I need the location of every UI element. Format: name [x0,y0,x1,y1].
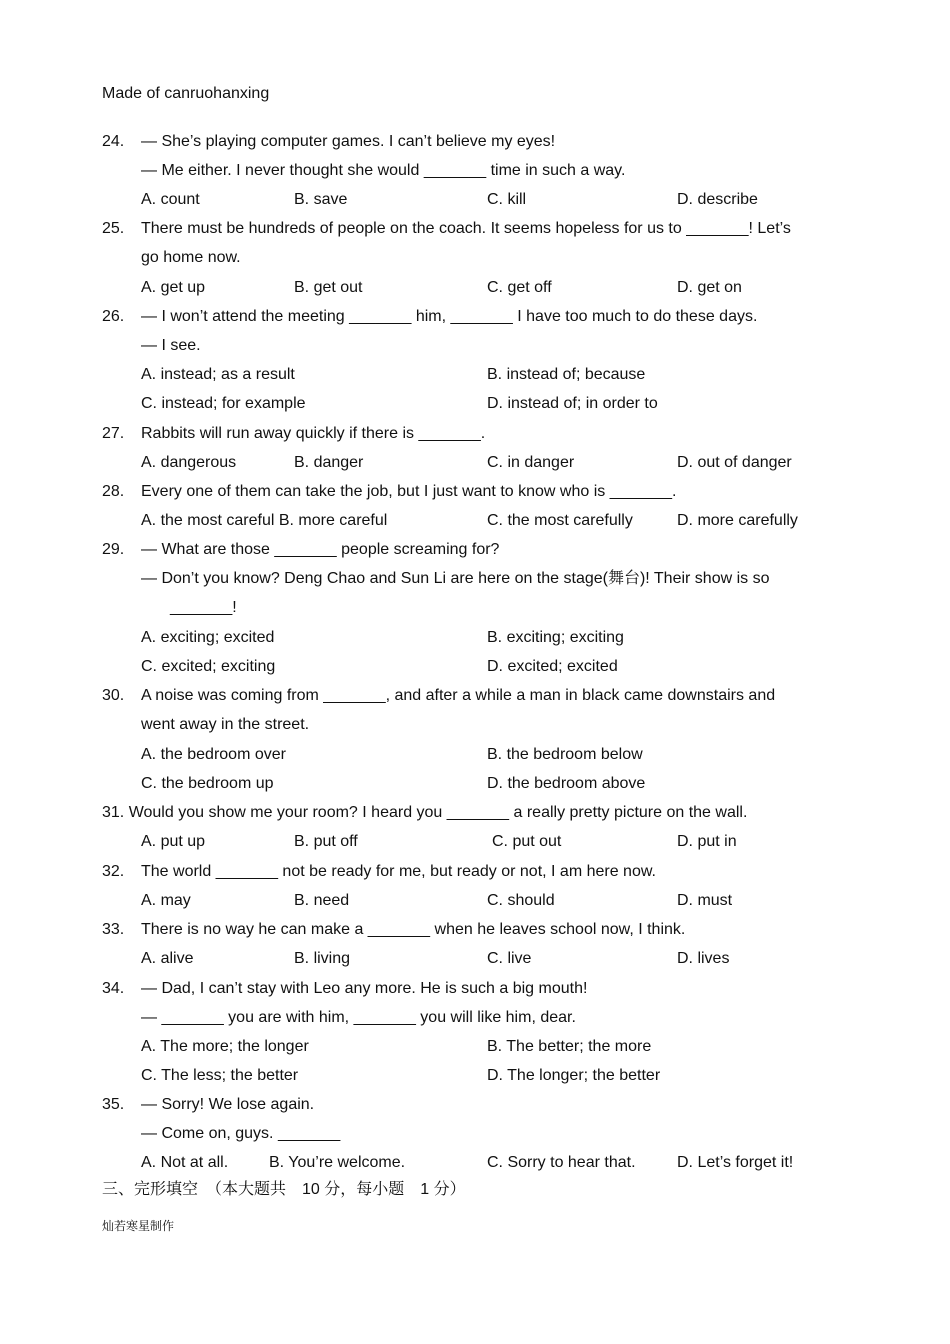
question-text: — Sorry! We lose again. [141,1096,315,1113]
option-a: A. dangerous [141,454,237,471]
option-a: A. put up [141,833,206,850]
question-number: 24. [102,133,125,150]
option-a: A. the bedroom over [141,746,286,763]
option-b: B. need [294,892,350,909]
option-b: B. You’re welcome. [269,1154,406,1171]
option-d: D. put in [677,833,737,850]
option-b: B. The better; the more [487,1038,652,1055]
question-number: 35. [102,1096,125,1113]
option-c: C. the bedroom up [141,775,274,792]
option-a: A. Not at all. [141,1154,229,1171]
option-c: C. get off [487,279,552,296]
option-b: B. save [294,191,348,208]
option-d: D. lives [677,950,730,967]
option-a: A. count [141,191,200,208]
question-text: — I won’t attend the meeting _______ him, _______ I have too much to do these days. [141,308,758,325]
question-number: 34. [102,980,125,997]
option-c: C. in danger [487,454,575,471]
option-c: C. The less; the better [141,1067,299,1084]
page-footer: 灿若寒星制作 [102,1219,175,1233]
option-b: B. the bedroom below [487,746,643,763]
option-d: D. must [677,892,733,909]
option-a: A. instead; as a result [141,366,295,383]
question-text: There is no way he can make a _______ when he leaves school now, I think. [141,921,686,938]
option-d: D. get on [677,279,742,296]
option-a-b: A. the most careful B. more careful [141,512,388,529]
question-text: — I see. [141,337,201,354]
question-number: 26. [102,308,125,325]
question-text: 31. Would you show me your room? I heard you _______ a really pretty picture on the wall. [102,804,748,821]
option-c: C. kill [487,191,527,208]
section-heading: 三、完形填空 （本大题共 10 分，每小题 1 分） [102,1181,466,1198]
question-text: — What are those _______ people screaming for? [141,541,500,558]
option-b: B. living [294,950,351,967]
question-text: — Me either. I never thought she would _______ time in such a way. [141,162,626,179]
option-d: D. Let’s forget it! [677,1154,794,1171]
question-text: — Dad, I can’t stay with Leo any more. He is such a big mouth! [141,980,588,997]
option-d: D. The longer; the better [487,1067,661,1084]
option-d: D. instead of; in order to [487,395,658,412]
option-a: A. The more; the longer [141,1038,309,1055]
option-b: B. instead of; because [487,366,646,383]
question-text: _______! [170,599,237,616]
option-b: B. exciting; exciting [487,629,624,646]
question-number: 30. [102,687,125,704]
question-number: 32. [102,863,125,880]
question-text: The world _______ not be ready for me, but ready or not, I am here now. [141,863,656,880]
question-number: 27. [102,425,125,442]
option-a: A. alive [141,950,194,967]
question-number: 29. [102,541,125,558]
option-c: C. should [487,892,555,909]
question-text: A noise was coming from _______, and after a while a man in black came downstairs and [141,687,776,704]
question-text: There must be hundreds of people on the coach. It seems hopeless for us to _______! Let’s [141,220,791,237]
page-header: Made of canruohanxing [102,85,270,102]
question-text: — _______ you are with him, _______ you will like him, dear. [141,1009,576,1026]
question-text: went away in the street. [141,716,310,733]
option-b: B. put off [294,833,358,850]
option-b: B. danger [294,454,364,471]
question-text: go home now. [141,249,241,266]
question-text: — Don’t you know? Deng Chao and Sun Li are here on the stage(舞台)! Their show is so [141,570,770,587]
option-d: D. describe [677,191,758,208]
question-number: 25. [102,220,125,237]
option-c: C. excited; exciting [141,658,276,675]
option-d: D. the bedroom above [487,775,646,792]
option-c: C. put out [492,833,562,850]
option-c: C. the most carefully [487,512,633,529]
option-d: D. excited; excited [487,658,618,675]
option-a: A. exciting; excited [141,629,275,646]
option-c: C. Sorry to hear that. [487,1154,636,1171]
question-text: — Come on, guys. _______ [141,1125,341,1142]
option-a: A. may [141,892,191,909]
option-d: D. out of danger [677,454,792,471]
option-c: C. instead; for example [141,395,306,412]
option-b: B. get out [294,279,363,296]
question-text: — She’s playing computer games. I can’t believe my eyes! [141,133,556,150]
option-d: D. more carefully [677,512,798,529]
option-a: A. get up [141,279,206,296]
question-text: Rabbits will run away quickly if there is _______. [141,425,486,442]
question-number: 33. [102,921,125,938]
question-text: Every one of them can take the job, but I just want to know who is _______. [141,483,677,500]
option-c: C. live [487,950,532,967]
question-number: 28. [102,483,125,500]
